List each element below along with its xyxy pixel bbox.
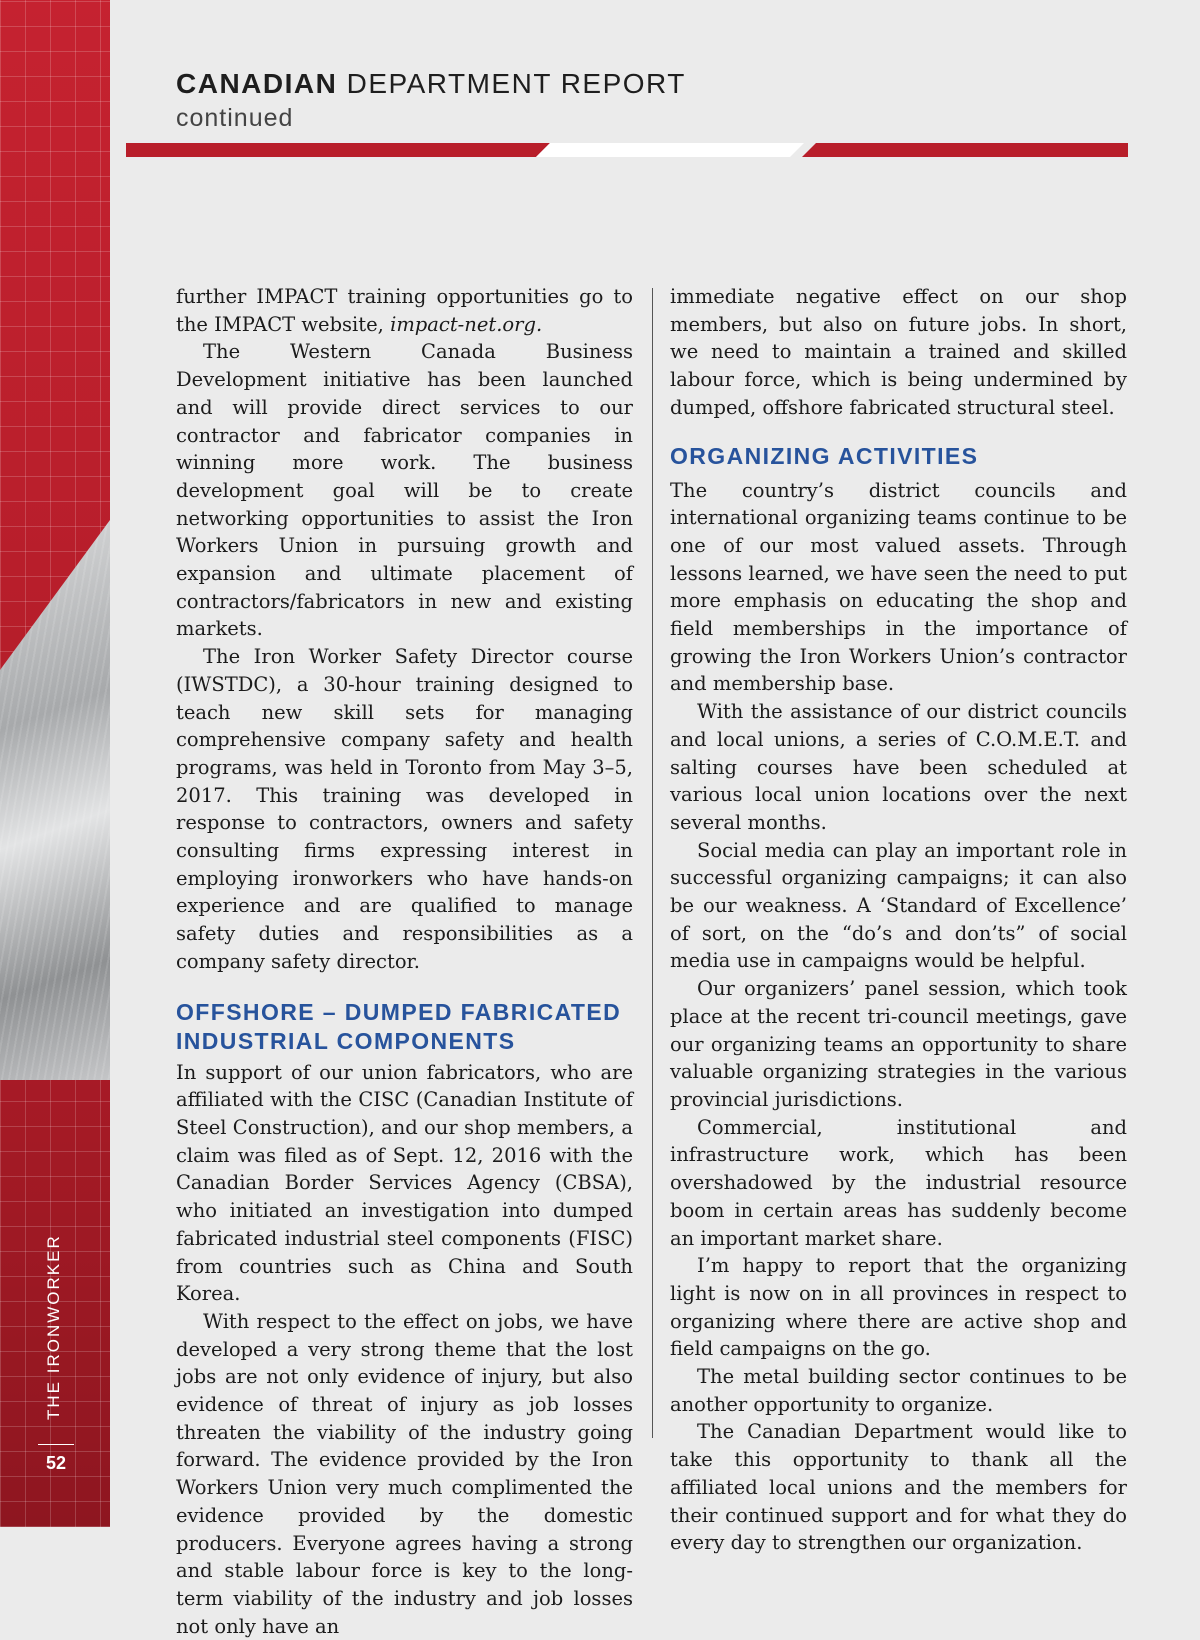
- header-rule-white: [536, 143, 804, 157]
- paragraph: Commercial, institutional and infrastructure work, which has been overshadowed by the industrial resource boom in certain areas has suddenly become an important market share.: [670, 1115, 1127, 1250]
- left-column: [176, 283, 633, 1640]
- paragraph: immediate negative effect on our shop members, but also on future jobs. In short, we need to maintain a trained and skilled labour force, which is being undermined by dumped, offshore fabricated structural steel.: [670, 285, 1127, 419]
- page-subtitle: continued: [176, 104, 294, 132]
- header-rule-red-left: [126, 143, 550, 157]
- header-rule: [126, 143, 1128, 157]
- steel-texture-decoration: [0, 520, 110, 1080]
- page-title-rest: DEPARTMENT REPORT: [337, 68, 686, 99]
- right-column: [670, 283, 1127, 1557]
- paragraph: The metal building sector continues to be another opportunity to organize.: [670, 1365, 1127, 1416]
- header-rule-red-right: [802, 143, 1128, 157]
- page-number: 52: [45, 1453, 67, 1473]
- page-header: [176, 68, 686, 133]
- section-heading-offshore: OFFSHORE – DUMPED FABRICATED INDUSTRIAL COMPONENTS: [176, 998, 622, 1054]
- paragraph-text: further IMPACT training opportunities go to the IMPACT website,: [176, 285, 633, 336]
- paragraph: With the assistance of our district councils and local unions, a series of C.O.M.E.T. and salting courses have been scheduled at various local union locations over the next several months.: [670, 700, 1127, 834]
- paragraph: [176, 283, 633, 338]
- column-divider: [652, 288, 653, 1438]
- paragraph: I’m happy to report that the organizing light is now on in all provinces in respect to organizing where there are active shop and field campaigns on the go.: [670, 1254, 1127, 1361]
- paragraph: The Western Canada Business Development initiative has been launched and will provide direct services to our contractor and fabricator companies in winning more work. The business development goal will be to create networking opportunities to assist the Iron Workers Union in pursuing growth and expansion and ultimate placement of contractors/fabricators in new and existing markets.: [176, 340, 633, 641]
- website-link[interactable]: impact-net.org.: [390, 312, 543, 336]
- paragraph: The country’s district councils and international organizing teams continue to be one of our most valued assets. Through lessons learned, we have seen the need to put more emphasis on educating the shop and field memberships in the importance of growing the Iron Workers Union’s contractor and membership base.: [670, 478, 1127, 696]
- paragraph: In support of our union fabricators, who are affiliated with the CISC (Canadian Institute of Steel Construction), and our shop members, a claim was filed as of Sept. 12, 2016 with the Canadian Border Services Agency (CBSA), who initiated an investigation into dumped fabricated industrial steel components (FISC) from countries such as China and South Korea.: [176, 1060, 633, 1306]
- paragraph: With respect to the effect on jobs, we have developed a very strong theme that the lost jobs are not only evidence of injury, but also evidence of threat of injury as job losses threaten the viability of the industry going forward. The evidence provided by the Iron Workers Union very much complimented the evidence provided by the domestic producers. Everyone agrees having a strong and stable labour force is key to the long-term viability of the industry and job losses not only have an: [176, 1309, 633, 1638]
- paragraph: Our organizers’ panel session, which took place at the recent tri-council meetings, gave our organizing teams an opportunity to share valuable organizing strategies in the various provincial jurisdictions.: [670, 977, 1127, 1111]
- paragraph: The Iron Worker Safety Director course (IWSTDC), a 30-hour training designed to teach new skill sets for managing comprehensive company safety and health programs, was held in Toronto from May 3–5, 2017. This training was developed in response to contractors, owners and safety consulting firms expressing interest in employing ironworkers who have hands-on experience and are qualified to manage safety duties and responsibilities as a company safety director.: [176, 645, 633, 973]
- sidebar-band: [0, 0, 110, 1527]
- publication-name: THE IRONWORKER: [44, 1234, 63, 1420]
- page-title: [176, 68, 686, 100]
- section-heading-organizing: ORGANIZING ACTIVITIES: [670, 442, 979, 469]
- page-title-bold: CANADIAN: [176, 68, 338, 99]
- paragraph: The Canadian Department would like to take this opportunity to thank all the affiliated local unions and the members for their continued support and for what they do every day to strengthen our organization.: [670, 1420, 1127, 1555]
- page-number-divider: [38, 1444, 74, 1445]
- paragraph: Social media can play an important role in successful organizing campaigns; it can also be our weakness. A ‘Standard of Excellence’ of sort, on the “do’s and don’ts” of social media use in campaigns would be helpful.: [670, 838, 1127, 973]
